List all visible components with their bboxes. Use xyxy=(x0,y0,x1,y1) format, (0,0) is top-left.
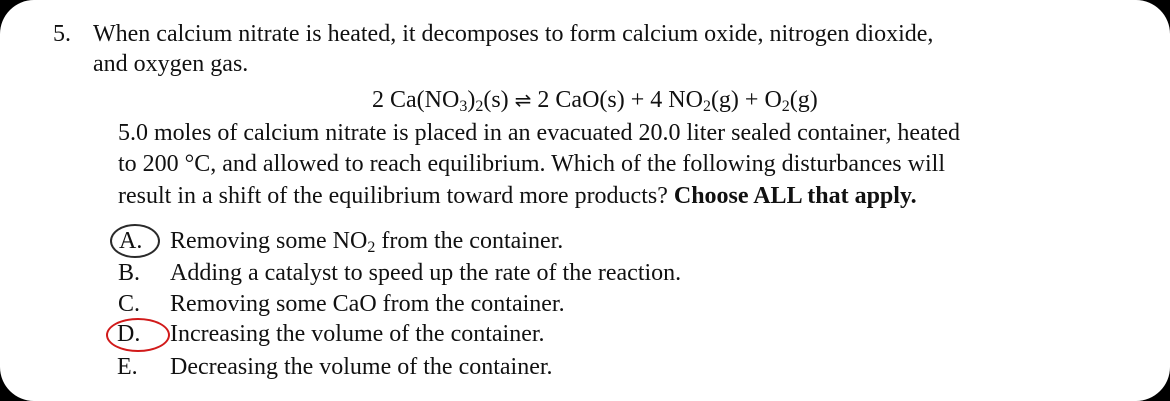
option-e-letter[interactable]: E. xyxy=(117,354,138,380)
instruction-bold: Choose ALL that apply. xyxy=(673,183,917,209)
eq-part: ) xyxy=(467,87,476,113)
option-subscript: 2 xyxy=(367,239,376,256)
eq-part: (s) xyxy=(483,87,515,113)
question-paragraph-line-3 xyxy=(118,182,917,210)
eq-part: 2 Ca(NO xyxy=(372,87,460,113)
paragraph-text: result in a shift of the equilibrium toward more products? xyxy=(118,183,674,209)
eq-part: 2 CaO(s) + 4 NO xyxy=(531,87,703,113)
option-d-text[interactable]: Increasing the volume of the container. xyxy=(170,321,545,347)
question-number: 5. xyxy=(53,21,71,47)
question-paragraph-line-1: 5.0 moles of calcium nitrate is placed in an evacuated 20.0 liter sealed container, heated xyxy=(118,120,961,146)
option-a-letter[interactable]: A. xyxy=(119,228,143,254)
option-e-text[interactable]: Decreasing the volume of the container. xyxy=(170,354,553,380)
eq-subscript: 3 xyxy=(459,98,468,115)
option-text-part: Removing some NO xyxy=(170,228,368,254)
eq-subscript: 2 xyxy=(702,98,711,115)
eq-subscript: 2 xyxy=(781,98,790,115)
option-a-text[interactable] xyxy=(170,227,563,255)
question-stem-line-1: When calcium nitrate is heated, it decomposes to form calcium oxide, nitrogen dioxide, xyxy=(93,21,934,47)
option-b-letter[interactable]: B. xyxy=(118,260,141,286)
question-stem-line-2: and oxygen gas. xyxy=(93,51,249,77)
eq-part: (g) + O xyxy=(710,87,782,113)
chemical-equation xyxy=(372,86,818,114)
question-paragraph-line-2: to 200 °C, and allowed to reach equilibrium. Which of the following disturbances will xyxy=(118,151,945,177)
option-c-text[interactable]: Removing some CaO from the container. xyxy=(170,291,565,317)
option-text-part: from the container. xyxy=(375,228,564,254)
equilibrium-arrow-icon: ⇌ xyxy=(514,88,532,112)
option-b-text[interactable]: Adding a catalyst to speed up the rate of the reaction. xyxy=(170,260,682,286)
option-c-letter[interactable]: C. xyxy=(118,291,141,317)
option-d-letter[interactable]: D. xyxy=(117,321,141,347)
eq-part: (g) xyxy=(789,87,818,113)
eq-subscript: 2 xyxy=(475,98,484,115)
